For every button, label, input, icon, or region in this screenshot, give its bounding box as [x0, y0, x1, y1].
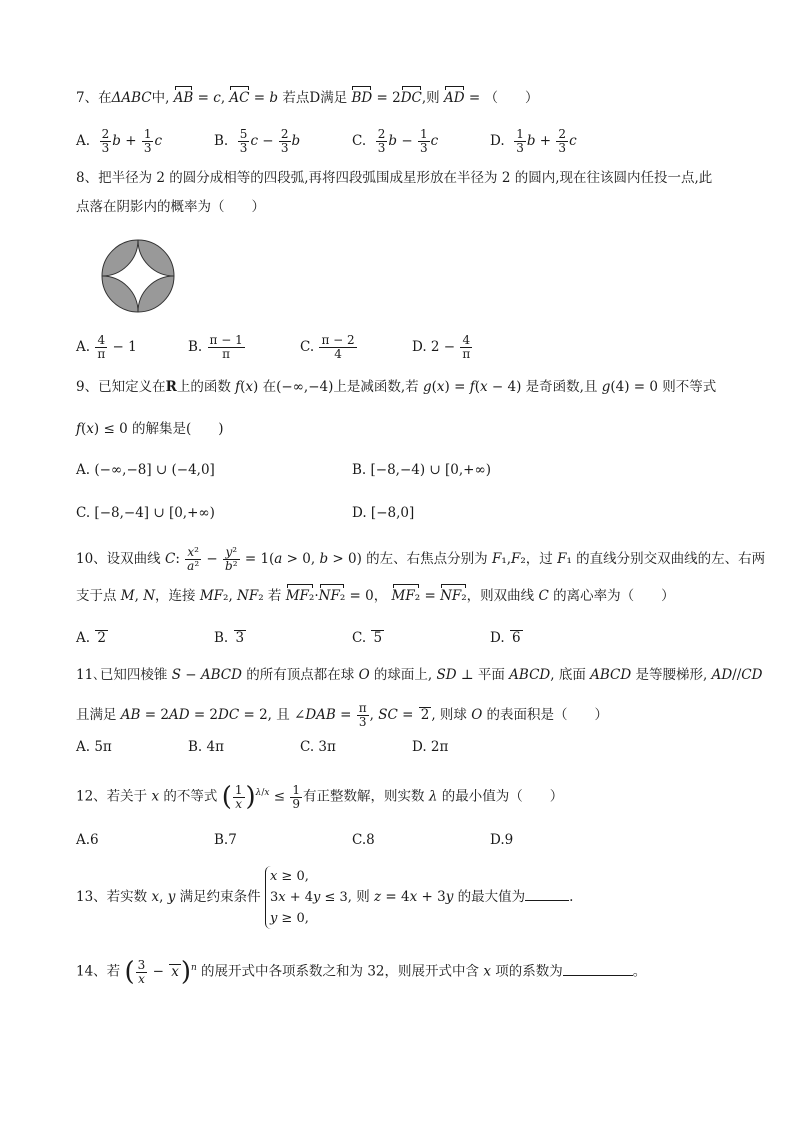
q12-option-a[interactable]: A.6	[76, 832, 99, 848]
q13-stem: 13、若实数 x, y 满足约束条件 x ≥ 0, 3x + 4y ≤ 3, y ≥ 0, 则 z = 4x + 3y 的最大值为 .	[76, 866, 573, 929]
q10-stem-line2: 支于点 M, N，连接 MF₂, NF₂ 若 MF₂·NF₂ = 0， MF₂ = NF₂，则双曲线 C 的离心率为（ ）	[76, 588, 675, 604]
q11-option-d[interactable]: D. 2π	[412, 739, 449, 755]
q7-option-b[interactable]: B. $\frac{5}{3}$ c − $\frac{2}{3}$ b	[214, 127, 301, 155]
q12-option-b[interactable]: B.7	[214, 832, 237, 848]
q10-option-c[interactable]: C. 5	[352, 630, 383, 646]
q9-stem-line1: 9、已知定义在R上的函数 f(x) 在(−∞,−4)上是减函数,若 g(x) = f(x − 4) 是奇函数,且 g(4) = 0 则不等式	[76, 379, 717, 395]
q9-option-b[interactable]: B. [−8,−4) ∪ [0,+∞)	[352, 462, 491, 478]
q8-option-c[interactable]: C. $\frac{\pi - 2}{4}$	[300, 333, 355, 361]
q11-option-b[interactable]: B. 4π	[188, 739, 224, 755]
q8-stem-line2: 点落在阴影内的概率为（ ）	[76, 199, 265, 215]
q10-stem-line1: 10、设双曲线 C: $\frac{\text{x²}}{\text{a²}}$ − $\frac{\text{y²}}{\text{b²}}$ = 1(a > 0, b > 0) 的左、右焦点分别为 F₁,F₂，过 F₁ 的直线分别交双曲线的左、右两	[76, 545, 766, 573]
q7-option-c[interactable]: C. $\frac{2}{3}$ b − $\frac{1}{3}$ c	[352, 127, 439, 155]
q11-option-c[interactable]: C. 3π	[300, 739, 336, 755]
q14-stem: 14、若 ( $\frac{3}{x}$ − x)$^n$ 的展开式中各项系数之和为 32，则展开式中含 x 项的系数为 。	[76, 957, 647, 987]
q7-option-a[interactable]: A. $\frac{2}{3}$ b + $\frac{1}{3}$ c	[76, 127, 163, 155]
q10-option-d[interactable]: D. 6	[490, 630, 521, 646]
q13-answer-blank[interactable]	[525, 888, 569, 901]
q7-stem: 7、在ΔABC中, AB = c, AC = b 若点D满足 BD = 2DC,则 AD = （ ）	[76, 90, 539, 106]
q12-option-c[interactable]: C.8	[352, 832, 375, 848]
q12-option-d[interactable]: D.9	[490, 832, 514, 848]
q9-stem-line2: f(x) ≤ 0 的解集是( )	[76, 421, 224, 437]
q9-option-c[interactable]: C. [−8,−4] ∪ [0,+∞)	[76, 505, 215, 521]
q8-stem-line1: 8、把半径为 2 的圆分成相等的四段弧,再将四段弧围成星形放在半径为 2 的圆内,现在往该圆内任投一点,此	[76, 170, 713, 186]
q13-constraint-system: x ≥ 0, 3x + 4y ≤ 3, y ≥ 0,	[265, 866, 352, 929]
q8-option-a[interactable]: A. $\frac{4}{\pi}$ − 1	[76, 333, 137, 361]
q9-option-d[interactable]: D. [−8,0]	[352, 505, 415, 521]
q10-option-b[interactable]: B. 3	[214, 630, 245, 646]
q12-stem: 12、若关于 x 的不等式 ( $\frac{1}{x}$ )$^{\lambda/x}$ ≤ $\frac{1}{9}$ 有正整数解，则实数 λ 的最小值为（ ）	[76, 782, 564, 812]
q14-answer-blank[interactable]	[563, 963, 633, 976]
q11-stem-line2: 且满足 AB = 2AD = 2DC = 2, 且 ∠DAB = $\frac{\pi}{3}$ , SC = 2 , 则球 O 的表面积是（ ）	[76, 701, 609, 729]
q9-option-a[interactable]: A. (−∞,−8] ∪ (−4,0]	[76, 462, 215, 478]
q7-option-d[interactable]: D. $\frac{1}{3}$ b + $\frac{2}{3}$ c	[490, 127, 577, 155]
q8-option-b[interactable]: B. $\frac{\pi - 1}{\pi}$	[188, 333, 243, 361]
q10-option-a[interactable]: A. 2	[76, 630, 106, 646]
q8-option-d[interactable]: D. 2 − $\frac{4}{\pi}$	[412, 333, 471, 361]
q11-stem-line1: 11､已知四棱锥 S − ABCD 的所有顶点都在球 O 的球面上, SD ⊥ 平面 ABCD, 底面 ABCD 是等腰梯形, AD//CD	[76, 667, 763, 683]
star-in-circle-figure	[100, 238, 176, 314]
q11-option-a[interactable]: A. 5π	[76, 739, 112, 755]
